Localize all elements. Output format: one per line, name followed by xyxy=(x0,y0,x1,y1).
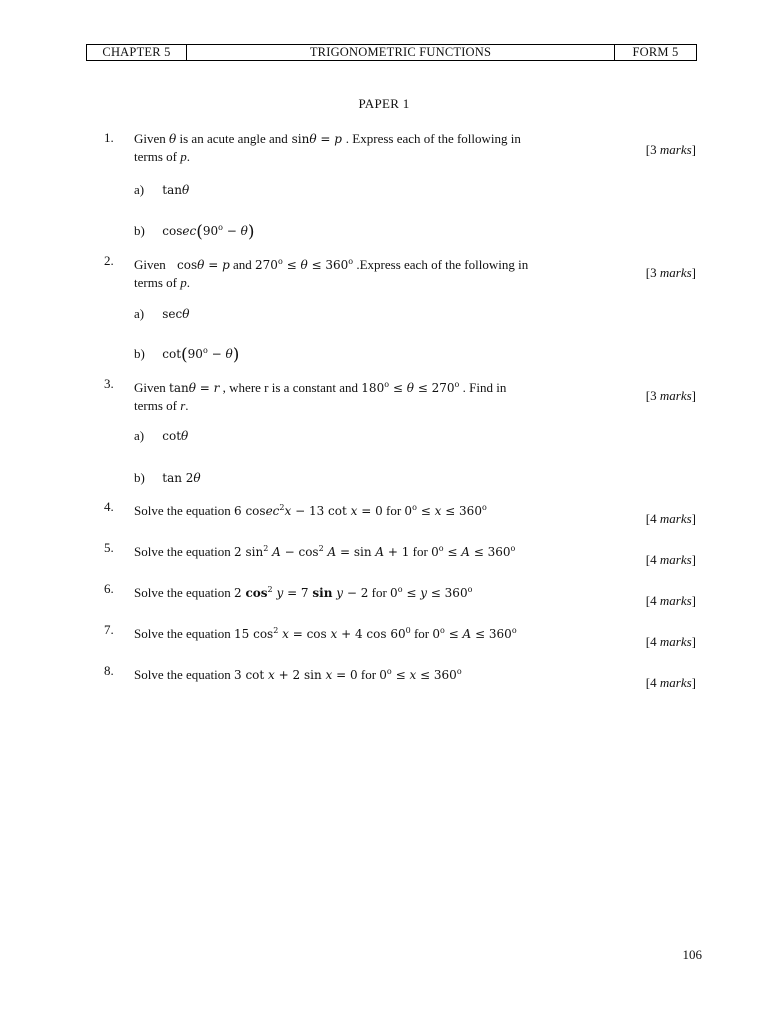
question-text: Given cosθ = p and $270^o \le \theta \le 360^o$ .Express each of the following in terms of p. xyxy=(134,257,529,290)
sub-question: b) tan 2θ xyxy=(134,470,201,485)
form-label: FORM 5 xyxy=(632,45,679,60)
question-number: 5. xyxy=(104,540,114,555)
sub-question: b) $\cot(90^o - \theta)$ xyxy=(134,345,240,365)
question-text: Solve the equation 3 cot x + 2 sin x = 0 for $0^o \le x \le 360^o$ xyxy=(134,667,462,682)
marks-label: [4 marks] xyxy=(645,552,696,567)
question-text: Solve the equation 2 $\sin^2 A - \cos^2 A = \sin A + 1$ for $0^o \le A \le 360^o$ xyxy=(134,544,516,559)
paper-title: PAPER 1 xyxy=(358,96,410,111)
question-number: 2. xyxy=(104,253,114,268)
question-text: Given θ is an acute angle and sinθ = p . Express each of the following in terms of p. xyxy=(134,131,521,164)
marks-label: [4 marks] xyxy=(645,675,696,690)
chapter-label: CHAPTER 5 xyxy=(87,45,187,60)
question-number: 7. xyxy=(104,622,114,637)
question-number: 6. xyxy=(104,581,114,596)
sub-question: b) $cosec(90^o - \theta)$ xyxy=(134,222,255,242)
marks-label: [3 marks] xyxy=(645,388,696,403)
question-text: Given tanθ = r , where r is a constant and $180^o \le \theta \le 270^o$ . Find in terms of r. xyxy=(134,380,507,413)
sub-question: a) secθ xyxy=(134,306,190,321)
marks-label: [3 marks] xyxy=(645,142,696,157)
question-text: Solve the equation 2 $\cos^2 y = 7$ sin y − 2 for $0^o \le y \le 360^o$ xyxy=(134,585,473,600)
marks-label: [4 marks] xyxy=(645,511,696,526)
sub-question: a) tanθ xyxy=(134,182,190,197)
question-number: 8. xyxy=(104,663,114,678)
marks-label: [4 marks] xyxy=(645,634,696,649)
sub-question: a) cotθ xyxy=(134,428,189,443)
question-number: 3. xyxy=(104,376,114,391)
chapter-header xyxy=(86,44,697,61)
question-text: Solve the equation 6 cosec$^2$x − 13 cot x = 0 for $0^o \le x \le 360^o$ xyxy=(134,503,487,518)
question-number: 1. xyxy=(104,130,114,145)
marks-label: [3 marks] xyxy=(645,265,696,280)
question-number: 4. xyxy=(104,499,114,514)
marks-label: [4 marks] xyxy=(645,593,696,608)
question-text: Solve the equation 15 $\cos^2 x = \cos x + 4$ $\cos 60^0$ for $0^o \le A \le 360^o$ xyxy=(134,626,517,641)
chapter-title: TRIGONOMETRIC FUNCTIONS xyxy=(187,45,615,60)
page-number: 106 xyxy=(682,947,702,962)
